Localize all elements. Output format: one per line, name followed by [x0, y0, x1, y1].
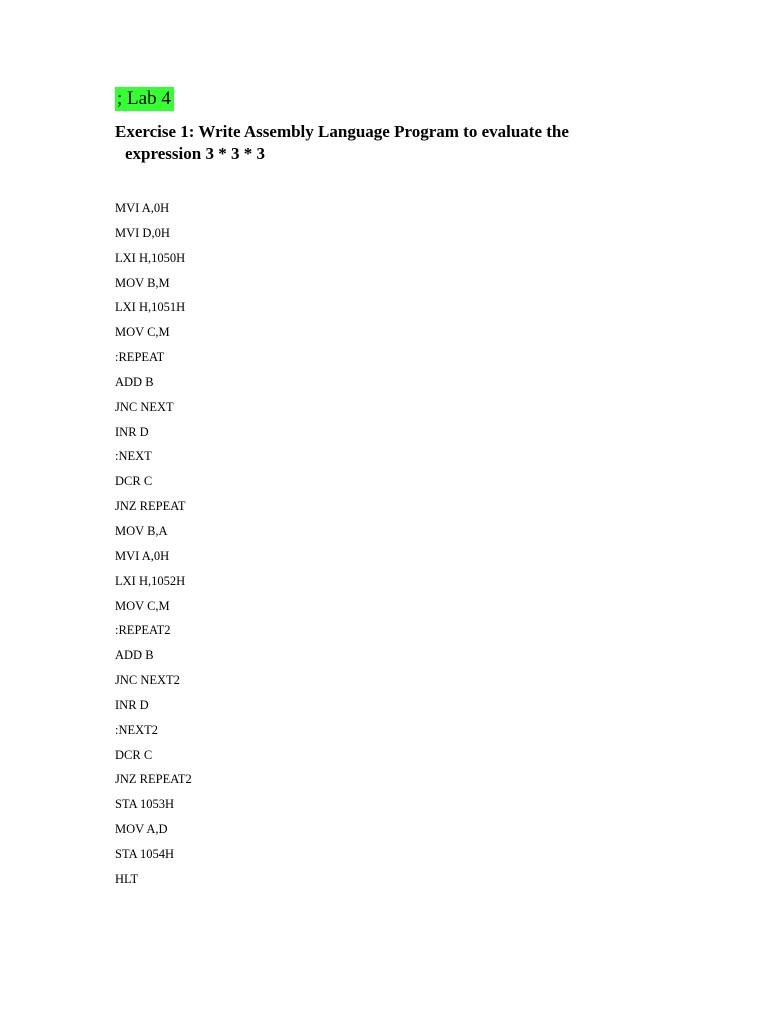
- code-line: ADD B: [115, 648, 154, 663]
- code-line: :REPEAT: [115, 350, 165, 365]
- code-line: MOV B,M: [115, 275, 170, 290]
- code-line: INR D: [115, 424, 149, 439]
- code-line: DCR C: [115, 474, 153, 489]
- exercise-heading-line-1: Exercise 1: Write Assembly Language Program to evaluate the: [115, 122, 569, 141]
- exercise-heading-line-2: expression 3 * 3 * 3: [125, 144, 265, 163]
- code-line: JNC NEXT2: [115, 673, 180, 688]
- code-line: STA 1053H: [115, 797, 175, 812]
- code-line: JNZ REPEAT2: [115, 772, 192, 787]
- exercise-heading: [115, 121, 675, 165]
- lab-title: ; Lab 4: [115, 87, 174, 111]
- code-line: INR D: [115, 697, 149, 712]
- code-line: JNC NEXT: [115, 399, 174, 414]
- code-line: ADD B: [115, 374, 154, 389]
- code-line: LXI H,1052H: [115, 573, 186, 588]
- code-line: MOV A,D: [115, 822, 168, 837]
- assembly-code-listing: [115, 200, 192, 896]
- code-line: LXI H,1051H: [115, 300, 186, 315]
- code-line: :REPEAT2: [115, 623, 171, 638]
- code-line: MOV C,M: [115, 325, 170, 340]
- code-line: JNZ REPEAT: [115, 499, 186, 514]
- code-line: HLT: [115, 871, 139, 886]
- code-line: :NEXT2: [115, 722, 159, 737]
- code-line: MVI A,0H: [115, 201, 170, 215]
- code-line: MVI A,0H: [115, 548, 170, 563]
- code-line: STA 1054H: [115, 846, 175, 861]
- code-line: MOV C,M: [115, 598, 170, 613]
- code-line: :NEXT: [115, 449, 152, 464]
- code-line: DCR C: [115, 747, 153, 762]
- code-line: MOV B,A: [115, 523, 168, 538]
- code-line: LXI H,1050H: [115, 250, 186, 265]
- code-line: MVI D,0H: [115, 225, 170, 240]
